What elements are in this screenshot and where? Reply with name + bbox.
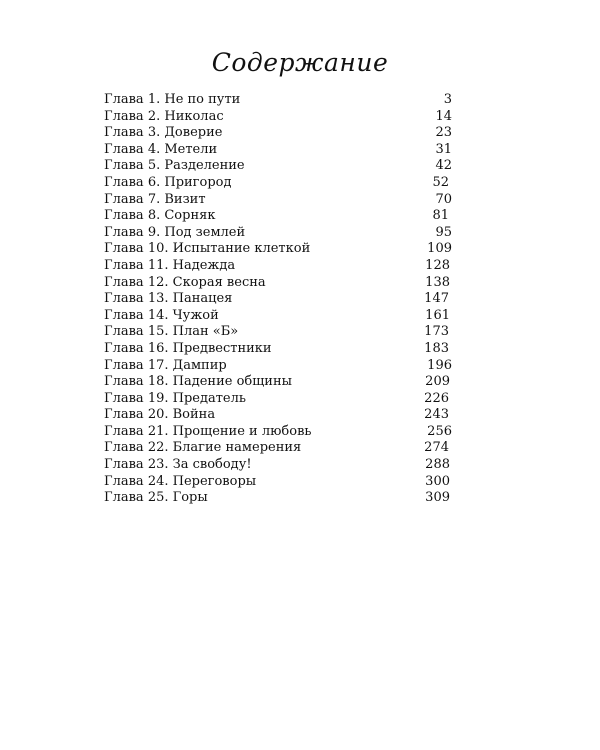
toc-entry-label: Глава 3. Доверие [104, 125, 223, 141]
toc-entry [104, 158, 524, 175]
toc-entry [104, 391, 524, 408]
toc-entry-page-number: 226 [424, 390, 449, 406]
toc-entry [104, 142, 524, 159]
toc-entry-label: Глава 17. Дампир [104, 357, 227, 373]
toc-entry-page-number: 183 [424, 340, 449, 356]
toc-entry-page-number: 14 [435, 108, 452, 124]
toc-entry [104, 225, 524, 242]
toc-entry [104, 358, 524, 375]
toc-entry-label: Глава 10. Испытание клеткой [104, 241, 311, 257]
toc-entry-page-number: 209 [425, 374, 450, 390]
toc-entry [104, 474, 524, 491]
toc-entry-page-number: 256 [427, 423, 452, 439]
toc-entry-label: Глава 9. Под землей [104, 224, 246, 240]
toc-entry-page-number: 161 [425, 307, 450, 323]
toc-entry-page-number: 42 [435, 158, 452, 174]
toc-entry-page-number: 288 [425, 457, 450, 473]
toc-entry [104, 374, 524, 391]
toc-entry-page-number: 274 [424, 440, 449, 456]
toc-entry-page-number: 196 [427, 357, 452, 373]
toc-entry-label: Глава 13. Панацея [104, 291, 233, 307]
page-title: Содержание [211, 48, 389, 77]
toc-entry [104, 258, 524, 275]
toc-entry-label: Глава 18. Падение общины [104, 374, 292, 390]
toc-entry-page-number: 173 [424, 324, 449, 340]
toc-entry-page-number: 300 [425, 473, 450, 489]
toc-entry [104, 324, 524, 341]
toc-entry-page-number: 138 [425, 274, 450, 290]
toc-entry [104, 341, 524, 358]
toc-entry-page-number: 109 [427, 241, 452, 257]
toc-entry [104, 192, 524, 209]
toc-entry-label: Глава 4. Метели [104, 141, 218, 157]
toc-entry [104, 490, 524, 507]
toc-entry-label: Глава 15. План «Б» [104, 324, 239, 340]
toc-entry-page-number: 309 [425, 490, 450, 506]
toc-entry [104, 308, 524, 325]
toc-entry-label: Глава 7. Визит [104, 191, 206, 207]
toc-entry [104, 125, 524, 142]
toc-entry [104, 175, 524, 192]
toc-entry-label: Глава 23. За свободу! [104, 457, 252, 473]
toc-entry-page-number: 70 [435, 191, 452, 207]
table-of-contents [104, 92, 524, 507]
toc-entry-label: Глава 2. Николас [104, 108, 224, 124]
toc-entry [104, 275, 524, 292]
toc-entry-label: Глава 24. Переговоры [104, 473, 257, 489]
toc-entry-page-number: 95 [435, 224, 452, 240]
toc-entry [104, 92, 524, 109]
toc-entry-page-number: 243 [424, 407, 449, 423]
toc-entry-page-number: 3 [443, 92, 452, 107]
toc-entry-label: Глава 5. Разделение [104, 158, 245, 174]
toc-entry-label: Глава 12. Скорая весна [104, 274, 266, 290]
toc-entry-label: Глава 14. Чужой [104, 307, 219, 323]
toc-entry-page-number: 52 [432, 174, 449, 190]
toc-entry [104, 109, 524, 126]
toc-entry [104, 457, 524, 474]
toc-entry-page-number: 81 [432, 208, 449, 224]
toc-entry-label: Глава 19. Предатель [104, 390, 246, 406]
toc-entry-label: Глава 20. Война [104, 407, 216, 423]
toc-entry-page-number: 147 [424, 291, 449, 307]
toc-entry-label: Глава 16. Предвестники [104, 340, 272, 356]
toc-entry-label: Глава 22. Благие намерения [104, 440, 302, 456]
toc-entry [104, 241, 524, 258]
toc-entry-page-number: 23 [435, 125, 452, 141]
toc-entry-label: Глава 25. Горы [104, 490, 208, 506]
toc-entry-page-number: 128 [425, 257, 450, 273]
toc-entry [104, 440, 524, 457]
toc-entry [104, 291, 524, 308]
toc-entry [104, 407, 524, 424]
toc-entry [104, 208, 524, 225]
toc-entry-label: Глава 21. Прощение и любовь [104, 423, 312, 439]
toc-entry [104, 424, 524, 441]
toc-entry-label: Глава 1. Не по пути [104, 92, 241, 107]
toc-entry-label: Глава 11. Надежда [104, 257, 236, 273]
toc-entry-label: Глава 6. Пригород [104, 174, 232, 190]
toc-entry-label: Глава 8. Сорняк [104, 208, 216, 224]
toc-entry-page-number: 31 [435, 141, 452, 157]
